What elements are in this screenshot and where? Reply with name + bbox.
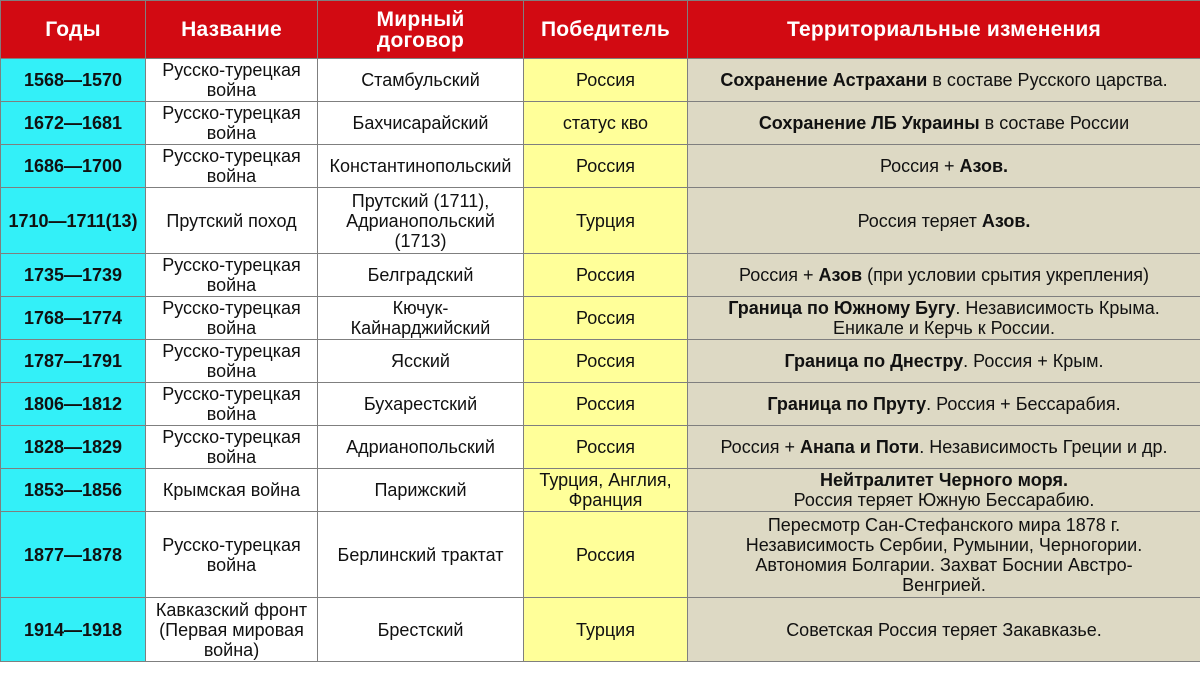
cell-war-name bbox=[146, 469, 318, 512]
table-row bbox=[1, 297, 1200, 340]
treaty-line: Берлинский трактат bbox=[337, 544, 504, 565]
changes-text: (при условии срытия укрепления) bbox=[862, 265, 1149, 285]
winner-line: Россия bbox=[575, 437, 636, 457]
war-name-line: война bbox=[206, 275, 257, 295]
cell-years: 1768—1774 bbox=[1, 297, 146, 340]
changes-line bbox=[691, 437, 1197, 457]
cell-years: 1568—1570 bbox=[1, 59, 146, 102]
war-name-line: война bbox=[206, 447, 257, 467]
cell-treaty bbox=[318, 426, 524, 469]
war-name-line: война bbox=[206, 166, 257, 186]
table-row bbox=[1, 469, 1200, 512]
table-row bbox=[1, 340, 1200, 383]
changes-text: Россия теряет Южную Бессарабию. bbox=[793, 490, 1095, 510]
treaty-line: Бахчисарайский bbox=[352, 113, 489, 133]
changes-line bbox=[691, 394, 1197, 414]
table-row bbox=[1, 59, 1200, 102]
treaty-line: Белградский bbox=[367, 265, 474, 285]
changes-text: . Россия + Крым. bbox=[963, 351, 1104, 371]
treaty-line: Адрианопольский bbox=[346, 210, 495, 231]
cell-winner bbox=[524, 145, 688, 188]
header-row bbox=[1, 1, 1200, 59]
war-name-line: война bbox=[206, 80, 257, 100]
cell-territorial-changes bbox=[688, 340, 1200, 383]
changes-bold-text: Азов. bbox=[959, 156, 1009, 176]
winner-line: Турция bbox=[576, 210, 635, 231]
treaty-line: Прутский (1711), bbox=[351, 190, 490, 211]
cell-territorial-changes bbox=[688, 297, 1200, 340]
changes-text: Россия + bbox=[739, 265, 819, 285]
cell-years: 1853—1856 bbox=[1, 469, 146, 512]
changes-text: в составе Русского царства. bbox=[927, 70, 1168, 90]
cell-years: 1914—1918 bbox=[1, 598, 146, 662]
changes-text: Автономия Болгарии. Захват Боснии Австро- bbox=[755, 554, 1133, 575]
cell-war-name bbox=[146, 145, 318, 188]
cell-winner bbox=[524, 469, 688, 512]
cell-winner bbox=[524, 512, 688, 598]
cell-war-name bbox=[146, 383, 318, 426]
changes-line bbox=[691, 70, 1197, 90]
war-name-line: война bbox=[206, 123, 257, 143]
cell-winner bbox=[524, 254, 688, 297]
treaty-line: Ясский bbox=[391, 351, 450, 371]
cell-treaty bbox=[318, 297, 524, 340]
winner-line: Турция, Англия, bbox=[539, 470, 672, 490]
header-changes: Территориальные изменения bbox=[688, 1, 1200, 59]
treaty-line: Стамбульский bbox=[361, 70, 480, 90]
cell-war-name bbox=[146, 102, 318, 145]
table-row bbox=[1, 145, 1200, 188]
changes-text: Еникале и Керчь к России. bbox=[833, 318, 1055, 338]
war-name-line: Русско-турецкая bbox=[162, 146, 301, 166]
treaty-line: Бухарестский bbox=[363, 394, 478, 414]
cell-war-name bbox=[146, 254, 318, 297]
war-name-line: Русско-турецкая bbox=[162, 534, 301, 555]
war-name-line: война) bbox=[203, 639, 260, 660]
cell-territorial-changes bbox=[688, 512, 1200, 598]
changes-text: Советская Россия теряет Закавказье. bbox=[786, 619, 1102, 640]
treaty-line: Кайнарджийский bbox=[350, 318, 491, 338]
cell-years: 1672—1681 bbox=[1, 102, 146, 145]
war-name-line: война bbox=[206, 554, 257, 575]
changes-text: в составе России bbox=[979, 113, 1130, 133]
cell-territorial-changes bbox=[688, 145, 1200, 188]
changes-text: . Независимость Крыма. bbox=[955, 298, 1160, 318]
cell-treaty bbox=[318, 59, 524, 102]
changes-bold-text: Анапа и Поти bbox=[800, 437, 920, 457]
treaty-line: Константинопольский bbox=[329, 156, 512, 176]
cell-treaty bbox=[318, 102, 524, 145]
cell-treaty bbox=[318, 254, 524, 297]
war-name-line: Русско-турецкая bbox=[162, 60, 301, 80]
winner-line: Франция bbox=[568, 490, 643, 510]
treaty-line: Парижский bbox=[374, 480, 467, 500]
war-name-line: Русско-турецкая bbox=[162, 255, 301, 275]
war-name-line: (Первая мировая bbox=[159, 619, 304, 640]
cell-war-name bbox=[146, 188, 318, 254]
cell-territorial-changes bbox=[688, 598, 1200, 662]
treaty-line: (1713) bbox=[394, 230, 447, 251]
cell-territorial-changes bbox=[688, 469, 1200, 512]
winner-line: Турция bbox=[576, 619, 635, 640]
cell-years: 1828—1829 bbox=[1, 426, 146, 469]
changes-text: Россия + bbox=[720, 437, 801, 457]
table-row bbox=[1, 598, 1200, 662]
changes-line bbox=[691, 298, 1197, 318]
winner-line: Россия bbox=[575, 156, 636, 176]
changes-text: Россия теряет bbox=[857, 210, 982, 231]
cell-winner bbox=[524, 598, 688, 662]
cell-war-name bbox=[146, 426, 318, 469]
changes-line bbox=[691, 113, 1197, 133]
war-name-line: Русско-турецкая bbox=[162, 298, 301, 318]
table-body bbox=[1, 59, 1200, 662]
cell-winner bbox=[524, 297, 688, 340]
treaty-line: Кючук- bbox=[392, 298, 449, 318]
cell-war-name bbox=[146, 59, 318, 102]
cell-years: 1710—1711(13) bbox=[1, 188, 146, 254]
changes-bold-text: Сохранение Астрахани bbox=[720, 70, 928, 90]
changes-text: Венгрией. bbox=[902, 574, 986, 595]
cell-winner bbox=[524, 188, 688, 254]
cell-treaty bbox=[318, 512, 524, 598]
war-name-line: Кавказский фронт bbox=[155, 599, 308, 620]
cell-territorial-changes bbox=[688, 254, 1200, 297]
changes-bold-text: Нейтралитет Черного моря. bbox=[820, 470, 1068, 490]
header-winner: Победитель bbox=[524, 1, 688, 59]
cell-war-name bbox=[146, 340, 318, 383]
cell-years: 1787—1791 bbox=[1, 340, 146, 383]
cell-treaty bbox=[318, 145, 524, 188]
changes-bold-text: Граница по Южному Бугу bbox=[728, 298, 956, 318]
cell-years: 1877—1878 bbox=[1, 512, 146, 598]
changes-bold-text: Азов bbox=[818, 265, 863, 285]
winner-line: Россия bbox=[575, 70, 636, 90]
war-name-line: Крымская война bbox=[162, 480, 301, 500]
changes-line bbox=[691, 156, 1197, 176]
cell-winner bbox=[524, 340, 688, 383]
cell-years: 1735—1739 bbox=[1, 254, 146, 297]
table-row bbox=[1, 102, 1200, 145]
cell-winner bbox=[524, 426, 688, 469]
winner-line: Россия bbox=[575, 308, 636, 328]
war-name-line: Русско-турецкая bbox=[162, 427, 301, 447]
cell-winner bbox=[524, 102, 688, 145]
cell-treaty bbox=[318, 383, 524, 426]
changes-line bbox=[691, 490, 1197, 510]
changes-bold-text: Граница по Днестру bbox=[784, 351, 964, 371]
changes-text: Россия + bbox=[879, 156, 960, 176]
table-row bbox=[1, 426, 1200, 469]
changes-bold-text: Граница по Пруту bbox=[767, 394, 927, 414]
changes-line bbox=[691, 351, 1197, 371]
cell-territorial-changes bbox=[688, 59, 1200, 102]
cell-territorial-changes bbox=[688, 188, 1200, 254]
changes-text: . Россия + Бессарабия. bbox=[926, 394, 1121, 414]
winner-line: Россия bbox=[575, 394, 636, 414]
header-treaty bbox=[318, 1, 524, 59]
changes-line bbox=[691, 535, 1197, 555]
cell-winner bbox=[524, 383, 688, 426]
table-row bbox=[1, 512, 1200, 598]
cell-years: 1806—1812 bbox=[1, 383, 146, 426]
war-name-line: Прутский поход bbox=[166, 210, 297, 231]
header-treaty-line2: договор bbox=[376, 28, 465, 52]
changes-line bbox=[691, 515, 1197, 535]
cell-years: 1686—1700 bbox=[1, 145, 146, 188]
changes-line bbox=[691, 318, 1197, 338]
changes-bold-text: Сохранение ЛБ Украины bbox=[758, 113, 980, 133]
header-years: Годы bbox=[1, 1, 146, 59]
cell-war-name bbox=[146, 598, 318, 662]
changes-text: Пересмотр Сан-Стефанского мира 1878 г. bbox=[767, 514, 1121, 535]
winner-line: Россия bbox=[575, 265, 636, 285]
war-name-line: война bbox=[206, 361, 257, 381]
table-row bbox=[1, 383, 1200, 426]
table-row bbox=[1, 188, 1200, 254]
treaty-line: Брестский bbox=[377, 619, 464, 640]
cell-territorial-changes bbox=[688, 426, 1200, 469]
changes-line bbox=[691, 470, 1197, 490]
cell-treaty bbox=[318, 469, 524, 512]
winner-line: Россия bbox=[575, 544, 636, 565]
cell-territorial-changes bbox=[688, 383, 1200, 426]
war-name-line: война bbox=[206, 404, 257, 424]
winner-line: статус кво bbox=[562, 113, 649, 133]
changes-line bbox=[691, 211, 1197, 231]
changes-line bbox=[691, 620, 1197, 640]
war-name-line: Русско-турецкая bbox=[162, 103, 301, 123]
cell-treaty bbox=[318, 340, 524, 383]
cell-winner bbox=[524, 59, 688, 102]
changes-line bbox=[691, 555, 1197, 575]
cell-treaty bbox=[318, 598, 524, 662]
header-name: Название bbox=[146, 1, 318, 59]
header-treaty-line1: Мирный bbox=[376, 7, 465, 31]
changes-bold-text: Азов. bbox=[981, 210, 1031, 231]
changes-line bbox=[691, 265, 1197, 285]
war-name-line: война bbox=[206, 318, 257, 338]
cell-treaty bbox=[318, 188, 524, 254]
changes-text: . Независимость Греции и др. bbox=[919, 437, 1168, 457]
table-row bbox=[1, 254, 1200, 297]
war-name-line: Русско-турецкая bbox=[162, 384, 301, 404]
changes-text: Независимость Сербии, Румынии, Черногории. bbox=[745, 534, 1143, 555]
winner-line: Россия bbox=[575, 351, 636, 371]
cell-war-name bbox=[146, 512, 318, 598]
war-name-line: Русско-турецкая bbox=[162, 341, 301, 361]
cell-territorial-changes bbox=[688, 102, 1200, 145]
changes-line bbox=[691, 575, 1197, 595]
cell-war-name bbox=[146, 297, 318, 340]
treaty-line: Адрианопольский bbox=[346, 437, 495, 457]
